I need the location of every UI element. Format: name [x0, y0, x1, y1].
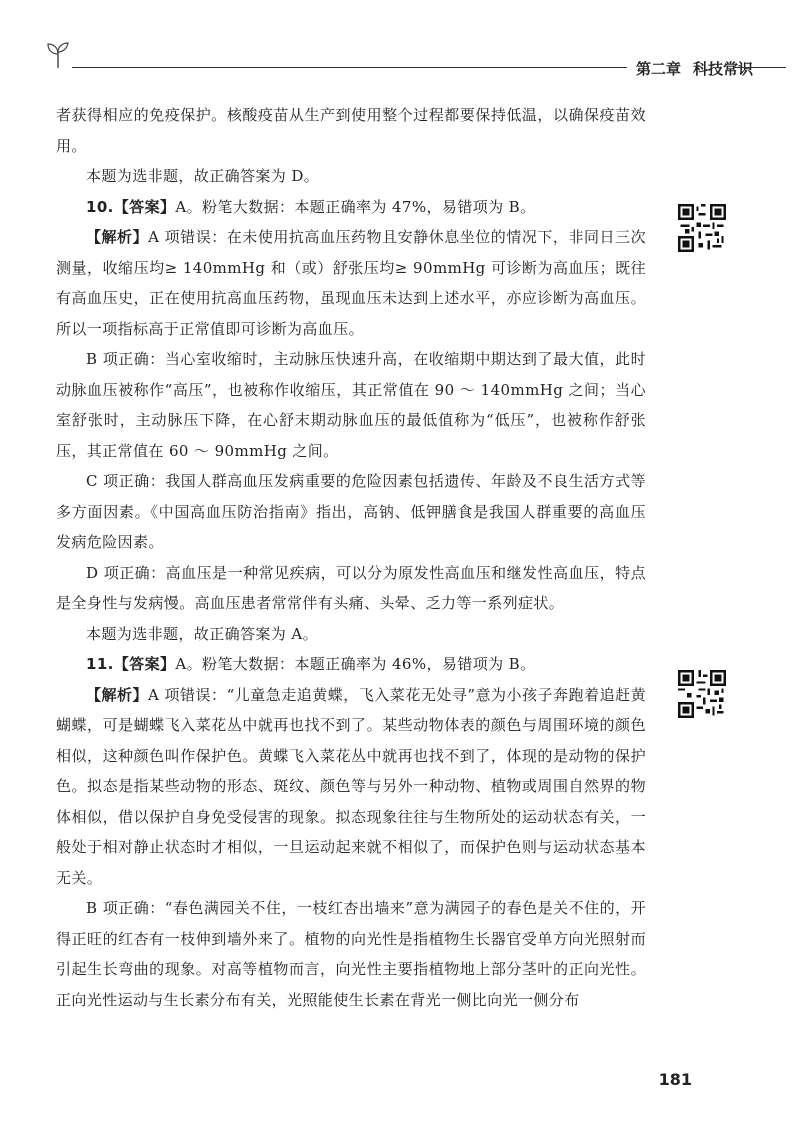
section-title: 科技常识: [693, 60, 754, 78]
body-text: [56, 100, 646, 1015]
qr-code-icon[interactable]: [678, 204, 726, 252]
chapter-title: [636, 58, 753, 79]
page-number: 181: [658, 1070, 692, 1089]
analysis-label: 【解析】: [86, 228, 149, 246]
paragraph: B 项正确：当心室收缩时，主动脉压快速升高，在收缩期中期达到了最大值，此时动脉血压被称作“高压”，也被称作收缩压，其正常值在 90 ～ 140mmHg 之间；当心室舒张时，主动脉压下降，在心舒末期动脉血压的最低值称为“低压”，也被称作舒张压，其正常值在 60 ～ 90mmHg 之间。: [56, 350, 646, 460]
answer-label: 11.【答案】: [86, 655, 176, 673]
paragraph: C 项正确：我国人群高血压发病重要的危险因素包括遗传、年龄及不良生活方式等多方面因素。《中国高血压防治指南》指出，高钠、低钾膳食是我国人群重要的高血压发病危险因素。: [56, 472, 646, 551]
sprout-icon: [46, 40, 70, 70]
answer-label: 10.【答案】: [86, 197, 176, 216]
paragraph: 者获得相应的免疫保护。核酸疫苗从生产到使用整个过程都要保持低温，以确保疫苗效用。: [56, 106, 646, 155]
paragraph: B 项正确：“春色满园关不住，一枝红杏出墙来”意为满园子的春色是关不住的，开得正旺的红杏有一枝伸到墙外来了。植物的向光性是指植物生长器官受单方向光照射而引起生长弯曲的现象。对高等植物而言，向光性主要指植物地上部分茎叶的正向光性。正向光性运动与生长素分布有关，光照能使生长素在背光一侧比向光一侧分布: [56, 899, 646, 1009]
analysis-label: 【解析】: [86, 685, 149, 704]
answer-paragraph: 10.【答案】A。粉笔大数据：本题正确率为 47%，易错项为 B。: [86, 197, 536, 216]
chapter-number: 第二章: [636, 60, 682, 78]
answer-paragraph: 11.【答案】A。粉笔大数据：本题正确率为 46%，易错项为 B。: [86, 655, 536, 673]
paragraph: 本题为选非题，故正确答案为 D。: [86, 167, 320, 185]
header-rule-left: [72, 67, 627, 68]
analysis-paragraph: 【解析】A 项错误：“儿童急走追黄蝶，飞入菜花无处寻”意为小孩子奔跑着追赶黄蝴蝶，可是蝴蝶飞入菜花丛中就再也找不到了。某些动物体表的颜色与周围环境的颜色相似，这种颜色叫作保护色。黄蝶飞入菜花丛中就再也找不到了，体现的是动物的保护色。拟态是指某些动物的形态、斑纹、颜色等与另外一种动物、植物或周围自然界的物体相似，借以保护自身免受侵害的现象。拟态现象往往与生物所处的运动状态有关，一般处于相对静止状态时才相似，一旦运动起来就不相似了，而保护色则与运动状态基本无关。: [56, 685, 646, 887]
page-header: [46, 38, 786, 78]
qr-code-icon[interactable]: [678, 670, 726, 718]
header-rule-right: [734, 67, 786, 68]
paragraph: D 项正确：高血压是一种常见疾病，可以分为原发性高血压和继发性高血压，特点是全身性与发病慢。高血压患者常常伴有头痛、头晕、乏力等一系列症状。: [56, 563, 646, 612]
analysis-paragraph: 【解析】A 项错误：在未使用抗高血压药物且安静休息坐位的情况下，非同日三次测量，收缩压均≥ 140mmHg 和（或）舒张压均≥ 90mmHg 可诊断为高血压；既往有高血压史，正在使用抗高血压药物，虽现血压未达到上述水平，亦应诊断为高血压。所以一项指标高于正常值即可诊断为高血压。: [56, 228, 646, 338]
paragraph: 本题为选非题，故正确答案为 A。: [86, 624, 319, 643]
